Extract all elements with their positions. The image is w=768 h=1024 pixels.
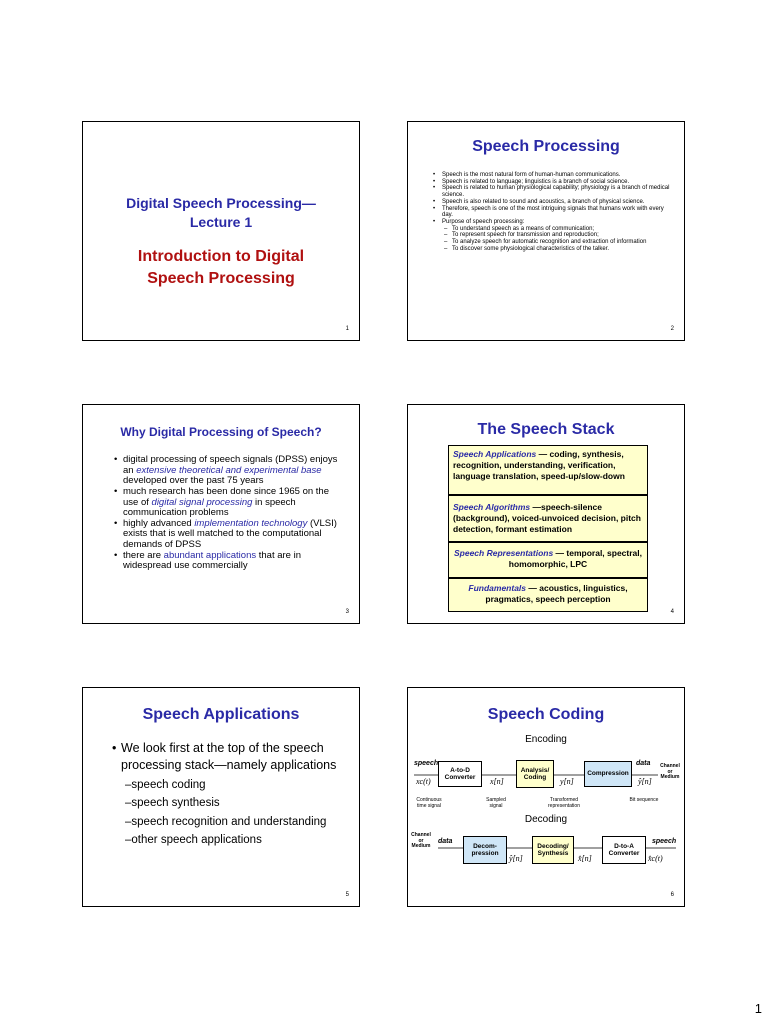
bullet-item: • Speech is related to human physiological capability; physiology is a branch of medical science.: [442, 185, 672, 198]
slide-3: [82, 404, 360, 624]
sub-bullet-item: –speech synthesis: [125, 797, 220, 810]
dec-speech-label: speech: [652, 838, 677, 845]
decoding-synthesis-block: Decoding/ Synthesis: [532, 836, 574, 864]
decoding-diagram: [408, 688, 686, 908]
bullet-item: • Therefore, speech is one of the most intriguing signals that humans work with every day.: [442, 206, 672, 219]
slide-1-title: Digital Speech Processing— Lecture 1: [126, 195, 316, 230]
label-transformed: Transformed representation: [548, 797, 580, 809]
slide-2-title: Speech Processing: [472, 138, 620, 155]
bullet-item: • We look first at the top of the speech processing stack—namely applications: [121, 740, 349, 774]
enc-data-label: data: [636, 760, 651, 767]
bullet-item: • digital processing of speech signals (DPSS) enjoys an extensive theoretical and experimental base developed over the past 75 years: [123, 455, 343, 487]
bullet-item: • there are abundant applications that are in widespread use commercially: [123, 551, 343, 572]
slide-number: 1: [345, 326, 349, 332]
bullet-item: • much research has been done since 1965 on the use of digital signal processing in speech communication problems: [123, 487, 343, 519]
slide-2-body: [430, 172, 672, 253]
slide-number: 6: [670, 892, 674, 898]
sub-bullet-item: –other speech applications: [125, 833, 262, 846]
sub-bullet-item: –speech coding: [125, 778, 206, 791]
bullet-list: [430, 172, 672, 253]
slide-3-title: Why Digital Processing of Speech?: [120, 425, 322, 439]
sub-bullet-item: – To discover some physiological characteristics of the talker.: [452, 246, 672, 253]
dec-data-label: data: [438, 838, 453, 845]
label-sampled: Sampled signal: [486, 797, 506, 809]
page-number: 1: [754, 1001, 762, 1016]
slide-number: 2: [670, 326, 674, 332]
slide-1-subtitle: Introduction to Digital Speech Processing: [137, 248, 305, 288]
slide-4-title: The Speech Stack: [477, 421, 615, 438]
bullet-list: [111, 455, 343, 572]
slide-4: [407, 404, 685, 624]
sub-bullet-item: –speech recognition and understanding: [125, 815, 327, 828]
encoding-label: Encoding: [525, 734, 567, 745]
dec-xhatc-label: x̂c(t): [648, 854, 663, 863]
label-bit-sequence: Bit sequence: [629, 797, 659, 803]
sub-bullet-item: – To represent speech for transmission and reproduction;: [452, 232, 672, 239]
enc-xn-label: x[n]: [490, 777, 504, 786]
bullet-list: [109, 740, 349, 774]
sub-bullet-list: [442, 226, 672, 253]
slide-1: [82, 121, 360, 341]
analysis-coding-block: Analysis/ Coding: [516, 760, 554, 788]
bullet-item: • Speech is the most natural form of human-human communications.: [442, 172, 672, 179]
decompression-block: Decom- pression: [463, 836, 507, 864]
slide-5-title: Speech Applications: [142, 706, 300, 723]
dec-xhatn-label: x̂[n]: [578, 854, 592, 863]
slide-6: [407, 687, 685, 907]
slide-5-body: [109, 740, 349, 849]
enc-xc-label: xc(t): [416, 777, 431, 786]
a-to-d-converter-block: A-to-D Converter: [438, 761, 482, 787]
stack-layer-fundamentals: Fundamentals — acoustics, linguistics, pragmatics, speech perception: [448, 578, 648, 612]
bullet-item: • Purpose of speech processing: – To understand speech as a means of communication; – To represent speech for transmission and reproduction; – To analyze speech for automatic recognition and extraction of information – To discover some physiological characteristics of the talker.: [442, 219, 672, 253]
slide-2: [407, 121, 685, 341]
d-to-a-converter-block: D-to-A Converter: [602, 836, 646, 864]
sub-bullet-item: – To understand speech as a means of communication;: [452, 226, 672, 233]
slide-6-title: Speech Coding: [487, 706, 605, 723]
sub-bullet-list: [125, 776, 349, 850]
slide-number: 3: [345, 609, 349, 615]
slide-number: 4: [670, 609, 674, 615]
slide-5: [82, 687, 360, 907]
stack-layer-algorithms: Speech Algorithms —speech-silence (background), voiced-unvoiced decision, pitch detection, formant estimation: [448, 495, 648, 542]
dec-channel-label: Channel or Medium: [411, 832, 431, 849]
bullet-item: • Speech is also related to sound and acoustics, a branch of physical science.: [442, 199, 672, 206]
enc-speech-label: speech: [414, 760, 439, 767]
dec-yhat-label: ŷ[n]: [509, 854, 523, 863]
compression-block: Compression: [584, 761, 632, 787]
stack-layer-representations: Speech Representations — temporal, spectral, homomorphic, LPC: [448, 542, 648, 578]
slide-number: 5: [345, 892, 349, 898]
label-continuous: Continuous time signal: [416, 797, 442, 809]
decoding-label: Decoding: [524, 814, 568, 825]
stack-layer-applications: Speech Applications — coding, synthesis, recognition, understanding, verification, language translation, speed-up/slow-down: [448, 445, 648, 495]
bullet-item: • Speech is related to language; linguistics is a branch of social science.: [442, 179, 672, 186]
slide-3-body: [111, 455, 343, 572]
enc-yn-label: y[n]: [560, 777, 574, 786]
bullet-item: • highly advanced implementation technology (VLSI) exists that is well matched to the computational demands of DPSS: [123, 519, 343, 551]
enc-yhat-label: ŷ[n]: [638, 777, 652, 786]
enc-channel-label: Channel or Medium: [660, 763, 680, 780]
sub-bullet-item: – To analyze speech for automatic recognition and extraction of information: [452, 239, 672, 246]
